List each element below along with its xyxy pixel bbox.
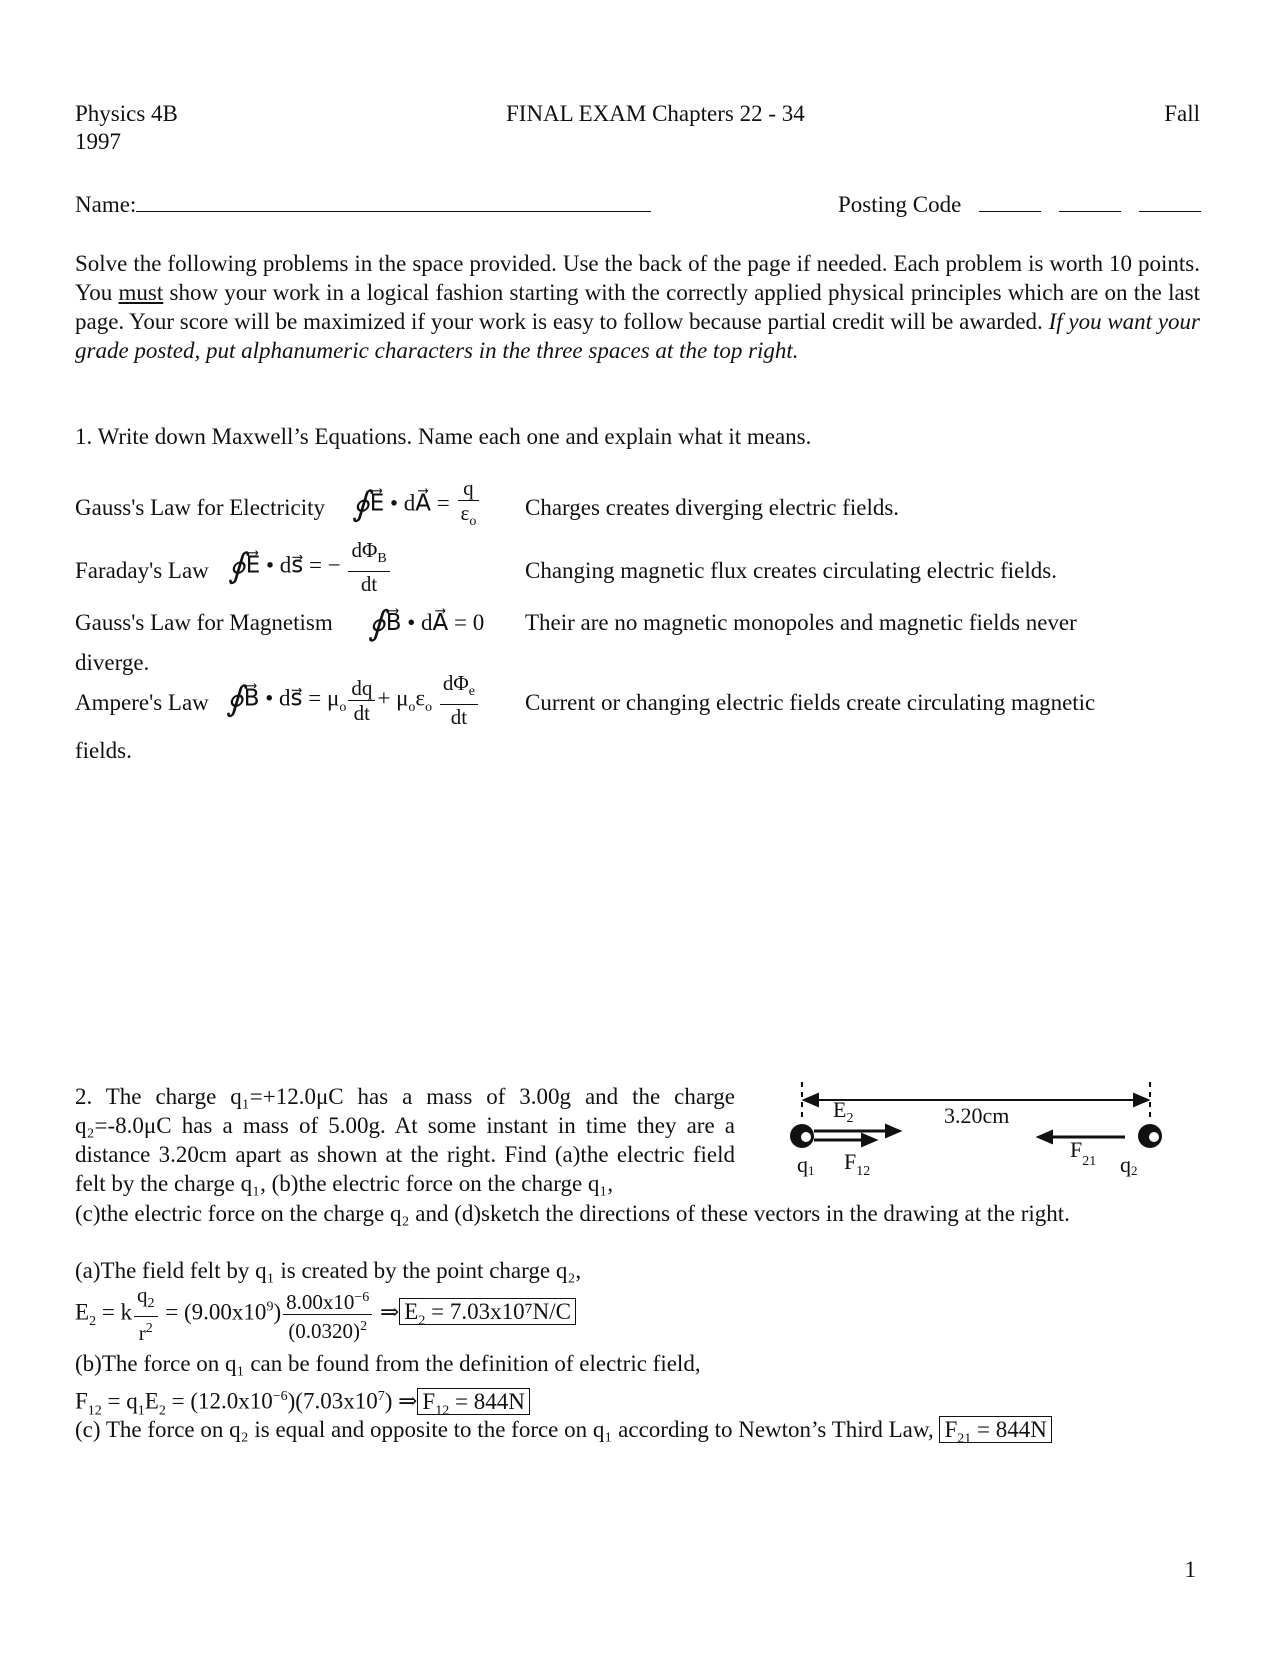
answer-f21-box: $F_{21} = 844N$ xyxy=(939,1416,1051,1443)
charge-q1-highlight xyxy=(801,1132,811,1142)
eq2-explanation: Changing magnetic flux creates circulating electric fields. xyxy=(525,558,1057,583)
eq3-explanation: Their are no magnetic monopoles and magnetic fields never xyxy=(525,610,1077,635)
distance-arrow-left xyxy=(804,1094,818,1106)
eq3-formula: ∮B⃗ • dA⃗ = 0 xyxy=(368,605,485,643)
charge-q2-highlight xyxy=(1149,1132,1159,1142)
solution-a-text: (a)The field felt by q₁ is created by the point charge q₂, xyxy=(75,1258,582,1283)
distance-label: 3.20cm xyxy=(944,1103,1010,1128)
term-label: Fall xyxy=(1164,101,1200,126)
eq1-formula: ∮E⃗ • dA⃗ = $\frac{q}{\varepsilon_o}$ xyxy=(352,476,481,536)
f21-arrow-head xyxy=(1038,1131,1052,1143)
name-label: Name: xyxy=(75,192,137,217)
posting-code xyxy=(838,191,1201,219)
posting-code-blank-3[interactable] xyxy=(1139,191,1201,212)
f12-arrow-head xyxy=(862,1134,876,1146)
problem-2-text: 2. The charge q₁=+12.0μC has a mass of 3.00g and the charge q₂=-8.0μC has a mass of 5.00g. At some instant in time they are a distance 3.20cm apart as shown at the right. Find (a)the electric field felt by the charge q₁, (b)the electric force on the charge q₁, xyxy=(75,1084,735,1196)
eq4-formula: ∮B⃗ • ds⃗ = $\mu_o$ $\frac{dq}{dt}$ + $\mu_o\varepsilon_o$ $\frac{d\Phi_e}{dt}$ xyxy=(226,671,480,731)
eq1-name: Gauss's Law for Electricity xyxy=(75,495,326,520)
answer-f12: 844N xyxy=(473,1388,525,1414)
eq3-name: Gauss's Law for Magnetism xyxy=(75,610,333,635)
e2-arrow-head xyxy=(886,1125,900,1137)
distance-arrow-right xyxy=(1134,1094,1148,1106)
name-blank[interactable] xyxy=(136,191,651,212)
problem-2-text-cont: (c)the electric force on the charge q₂ and (d)sketch the directions of these vectors in the drawing at the right. xyxy=(75,1201,1070,1226)
instructions-must: must xyxy=(118,280,164,305)
posting-code-blank-2[interactable] xyxy=(1059,191,1121,212)
solution-b-formula: $F_{12} = q_1E_2 = (12.0x10^{-6})(7.03x10^7)$ ⇒ $F_{12} = 844N$ xyxy=(75,1382,530,1426)
solution-c xyxy=(75,1415,1052,1455)
eq4-explanation-cont: fields. xyxy=(75,738,132,763)
charges-diagram xyxy=(780,1080,1170,1195)
answer-f12-box: $F_{12} = 844N$ xyxy=(417,1388,529,1415)
year-label: 1997 xyxy=(75,129,121,154)
f12-label: $F_{12}$ xyxy=(844,1149,871,1179)
solution-c-text: (c) The force on q₂ is equal and opposite to the force on q₁ according to Newton’s Third Law, xyxy=(75,1417,934,1442)
answer-e2: 7.03x10⁷N/C xyxy=(449,1299,571,1325)
name-field[interactable] xyxy=(75,191,651,219)
course-title: Physics 4B xyxy=(75,101,178,126)
eq2-formula: ∮E⃗ • ds⃗ = − $\frac{d\Phi_B}{dt}$ xyxy=(228,538,392,598)
exam-title: FINAL EXAM Chapters 22 - 34 xyxy=(506,101,805,126)
solution-a-formula: $E_2 = k$ $\frac{q_2}{r^2}$ = $(9.00x10^9)$ $\frac{8.00x10^{-6}}{(0.0320)^2}$ ⇒ $E_2 = 7.03x10^7N/C$ xyxy=(75,1283,576,1341)
q2-label: q2 xyxy=(1120,1152,1138,1178)
solution-b-text: (b)The force on q₁ can be found from the definition of electric field, xyxy=(75,1351,701,1376)
e2-label: $E_2$ xyxy=(833,1097,854,1126)
problem-1-question: 1. Write down Maxwell’s Equations. Name each one and explain what it means. xyxy=(75,424,812,449)
eq4-explanation: Current or changing electric fields create circulating magnetic xyxy=(525,690,1096,715)
instructions-text-2: show your work in a logical fashion starting with the correctly applied physical principles which are on the last page. Your score will be maximized if your work is easy to follow because partial credit will be awarded. xyxy=(75,280,1201,334)
posting-code-label: Posting Code xyxy=(838,192,962,217)
answer-f21: 844N xyxy=(995,1417,1047,1442)
f21-label: $F_{21}$ xyxy=(1070,1137,1097,1169)
posting-code-blank-1[interactable] xyxy=(979,191,1041,212)
q1-label: q1 xyxy=(797,1152,815,1178)
eq3-explanation-cont: diverge. xyxy=(75,650,150,675)
page-number: 1 xyxy=(1184,1557,1196,1582)
answer-e2-box: $E_2 = 7.03x10^7N/C$ xyxy=(399,1298,576,1325)
eq1-explanation: Charges creates diverging electric fields. xyxy=(525,495,900,520)
instructions-italic: If you want your grade posted, put alphanumeric characters in the three spaces at the top right. xyxy=(75,309,1200,363)
instructions xyxy=(75,249,1200,365)
eq2-name: Faraday's Law xyxy=(75,558,209,583)
eq4-name: Ampere's Law xyxy=(75,690,209,715)
instructions-text-1: Solve the following problems in the space provided. Use the back of the page if needed. Each problem is worth 10 points. You xyxy=(75,251,1200,305)
